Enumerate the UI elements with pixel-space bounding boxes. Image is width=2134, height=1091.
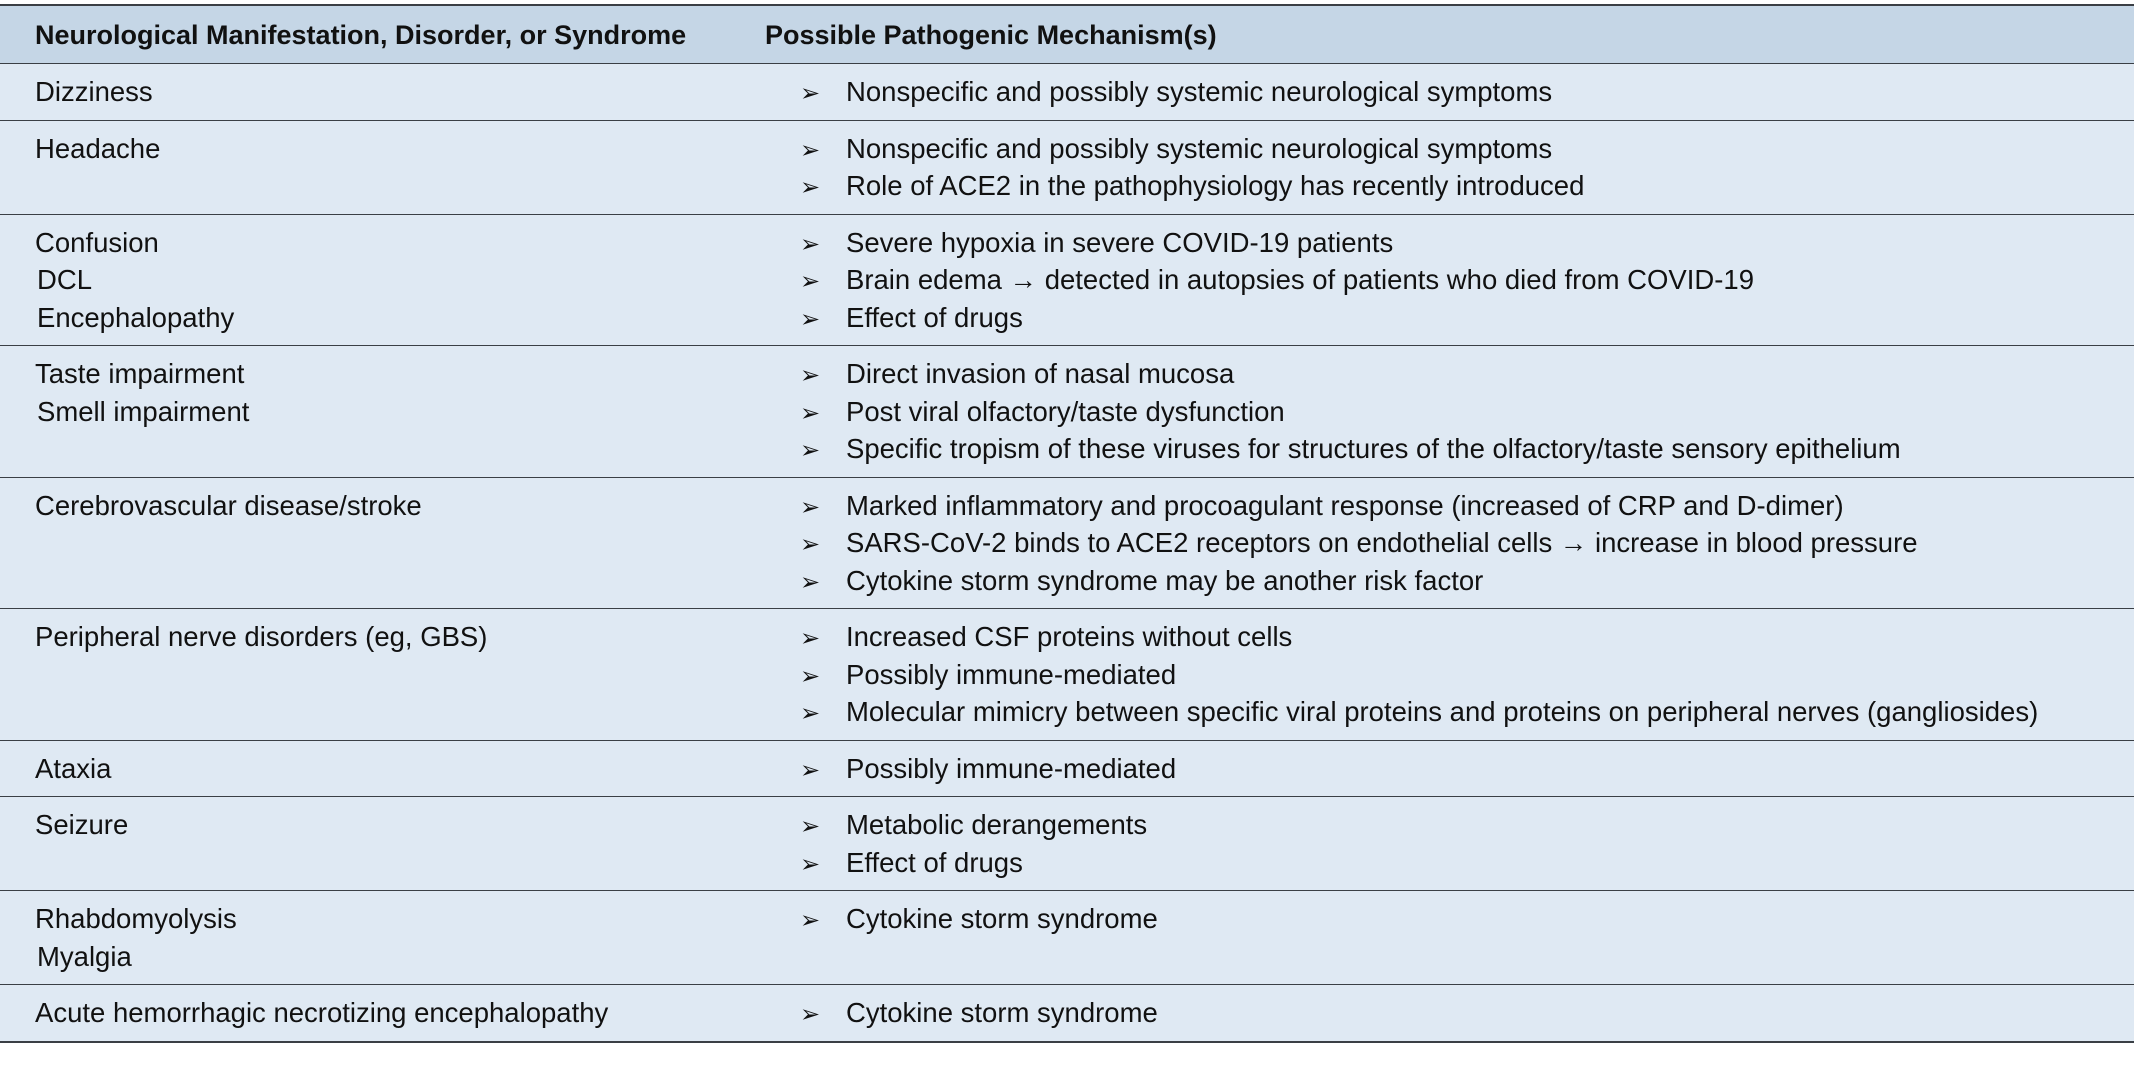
mechanism-text: Cytokine storm syndrome may be another risk factor	[846, 564, 1484, 596]
mechanism-text: Marked inflammatory and procoagulant response (increased of CRP and D-dimer)	[846, 489, 1844, 521]
mechanism-text: Cytokine storm syndrome	[846, 903, 1158, 934]
arrow-bullet-icon: ➢	[800, 906, 821, 934]
manifestation-cell	[0, 224, 765, 337]
mechanism-text: Post viral olfactory/taste dysfunction	[846, 395, 1285, 427]
manifestation-text: Peripheral nerve disorders (eg, GBS)	[35, 621, 488, 652]
mechanism-item	[765, 656, 2134, 694]
arrow-bullet-icon: ➢	[800, 812, 821, 840]
mechanism-cell	[765, 994, 2134, 1032]
arrow-bullet-icon: ➢	[800, 229, 821, 258]
manifestation-cell	[0, 130, 765, 205]
mechanism-text: Effect of drugs	[846, 301, 1023, 333]
mechanism-item	[765, 261, 2134, 299]
table-header-row	[0, 6, 2134, 64]
table-row	[0, 608, 2134, 740]
table-row	[0, 890, 2134, 984]
arrow-bullet-icon: ➢	[800, 135, 821, 164]
manifestation-cell	[0, 750, 765, 788]
mechanism-text: Specific tropism of these viruses for structures of the olfactory/taste sensory epithelium	[846, 433, 1901, 464]
table-row	[0, 740, 2134, 797]
mechanism-item	[765, 524, 2134, 562]
table-row	[0, 214, 2134, 346]
manifestation-cell	[0, 618, 765, 731]
arrow-bullet-icon: ➢	[800, 173, 821, 201]
mechanism-cell	[765, 130, 2134, 205]
table-row	[0, 477, 2134, 609]
table-row	[0, 796, 2134, 890]
mechanism-item	[765, 693, 2134, 731]
arrow-bullet-icon: ➢	[800, 567, 821, 596]
mechanism-text: Nonspecific and possibly systemic neurological symptoms	[846, 76, 1553, 107]
arrow-bullet-icon: ➢	[800, 79, 821, 107]
arrow-bullet-icon: ➢	[800, 398, 821, 427]
mechanism-cell	[765, 806, 2134, 881]
mechanism-item	[765, 130, 2134, 168]
mechanism-item	[765, 618, 2134, 656]
mechanism-text: Possibly immune-mediated	[846, 658, 1177, 690]
manifestation-text: DCL	[37, 264, 93, 295]
mechanism-cell	[765, 750, 2134, 788]
header-manifestation: Neurological Manifestation, Disorder, or Syndrome	[35, 19, 687, 50]
mechanism-item	[765, 806, 2134, 844]
manifestation-cell	[0, 900, 765, 975]
arrow-bullet-icon: ➢	[800, 661, 821, 690]
arrow-bullet-icon: ➢	[800, 755, 821, 784]
arrow-bullet-icon: ➢	[800, 624, 821, 652]
manifestation-text: Seizure	[35, 809, 129, 840]
arrow-bullet-icon: ➢	[800, 1000, 821, 1028]
mechanism-text: Role of ACE2 in the pathophysiology has recently introduced	[846, 170, 1585, 201]
mechanism-text: Brain edema → detected in autopsies of patients who died from COVID-19	[846, 264, 1754, 295]
mechanism-item	[765, 355, 2134, 393]
table-row	[0, 120, 2134, 214]
mechanism-cell	[765, 224, 2134, 337]
arrow-bullet-icon: ➢	[800, 492, 821, 521]
arrow-bullet-icon: ➢	[800, 361, 821, 389]
mechanisms-table	[0, 4, 2134, 1043]
mechanism-text: Effect of drugs	[846, 846, 1023, 878]
manifestation-text: Cerebrovascular disease/stroke	[35, 489, 422, 521]
mechanism-text: Direct invasion of nasal mucosa	[846, 358, 1235, 389]
mechanism-text: Severe hypoxia in severe COVID-19 patients	[846, 226, 1394, 258]
mechanism-item	[765, 994, 2134, 1032]
manifestation-text: Myalgia	[37, 940, 132, 972]
mechanism-item	[765, 167, 2134, 205]
mechanism-item	[765, 393, 2134, 431]
mechanism-item	[765, 562, 2134, 600]
mechanism-item	[765, 487, 2134, 525]
arrow-bullet-icon: ➢	[800, 436, 821, 464]
arrow-bullet-icon: ➢	[800, 267, 821, 295]
manifestation-text: Dizziness	[35, 76, 153, 107]
manifestation-cell	[0, 73, 765, 111]
mechanism-cell	[765, 73, 2134, 111]
mechanism-text: Cytokine storm syndrome	[846, 997, 1158, 1028]
manifestation-text: Taste impairment	[35, 358, 245, 389]
mechanism-cell	[765, 618, 2134, 731]
mechanism-text: Possibly immune-mediated	[846, 752, 1177, 784]
mechanism-text: SARS-CoV-2 binds to ACE2 receptors on endothelial cells → increase in blood pressure	[846, 527, 1918, 558]
mechanism-cell	[765, 355, 2134, 468]
manifestation-text: Ataxia	[35, 752, 112, 784]
table-row	[0, 984, 2134, 1041]
manifestation-cell	[0, 355, 765, 468]
manifestation-text: Headache	[35, 132, 161, 164]
mechanism-item	[765, 844, 2134, 882]
mechanism-cell	[765, 487, 2134, 600]
mechanism-item	[765, 299, 2134, 337]
mechanism-item	[765, 900, 2134, 938]
arrow-bullet-icon: ➢	[800, 849, 821, 878]
mechanism-item	[765, 430, 2134, 468]
mechanism-item	[765, 73, 2134, 111]
manifestation-cell	[0, 487, 765, 600]
mechanism-item	[765, 750, 2134, 788]
manifestation-text: Encephalopathy	[37, 301, 235, 333]
mechanism-text: Molecular mimicry between specific viral proteins and proteins on peripheral nerves (gangliosides)	[846, 696, 2039, 727]
header-mechanism: Possible Pathogenic Mechanism(s)	[765, 19, 1217, 50]
manifestation-text: Confusion	[35, 226, 159, 258]
mechanism-item	[765, 224, 2134, 262]
manifestation-cell	[0, 994, 765, 1032]
table-body	[0, 64, 2134, 1041]
mechanism-text: Increased CSF proteins without cells	[846, 621, 1293, 652]
table-row	[0, 64, 2134, 120]
arrow-bullet-icon: ➢	[800, 530, 821, 558]
mechanism-text: Nonspecific and possibly systemic neurological symptoms	[846, 132, 1553, 164]
mechanism-cell	[765, 900, 2134, 975]
arrow-bullet-icon: ➢	[800, 699, 821, 727]
manifestation-text: Smell impairment	[37, 395, 250, 427]
manifestation-text: Acute hemorrhagic necrotizing encephalopathy	[35, 997, 609, 1028]
arrow-bullet-icon: ➢	[800, 304, 821, 333]
manifestation-cell	[0, 806, 765, 881]
mechanism-text: Metabolic derangements	[846, 809, 1148, 840]
table-row	[0, 345, 2134, 477]
manifestation-text: Rhabdomyolysis	[35, 903, 237, 934]
